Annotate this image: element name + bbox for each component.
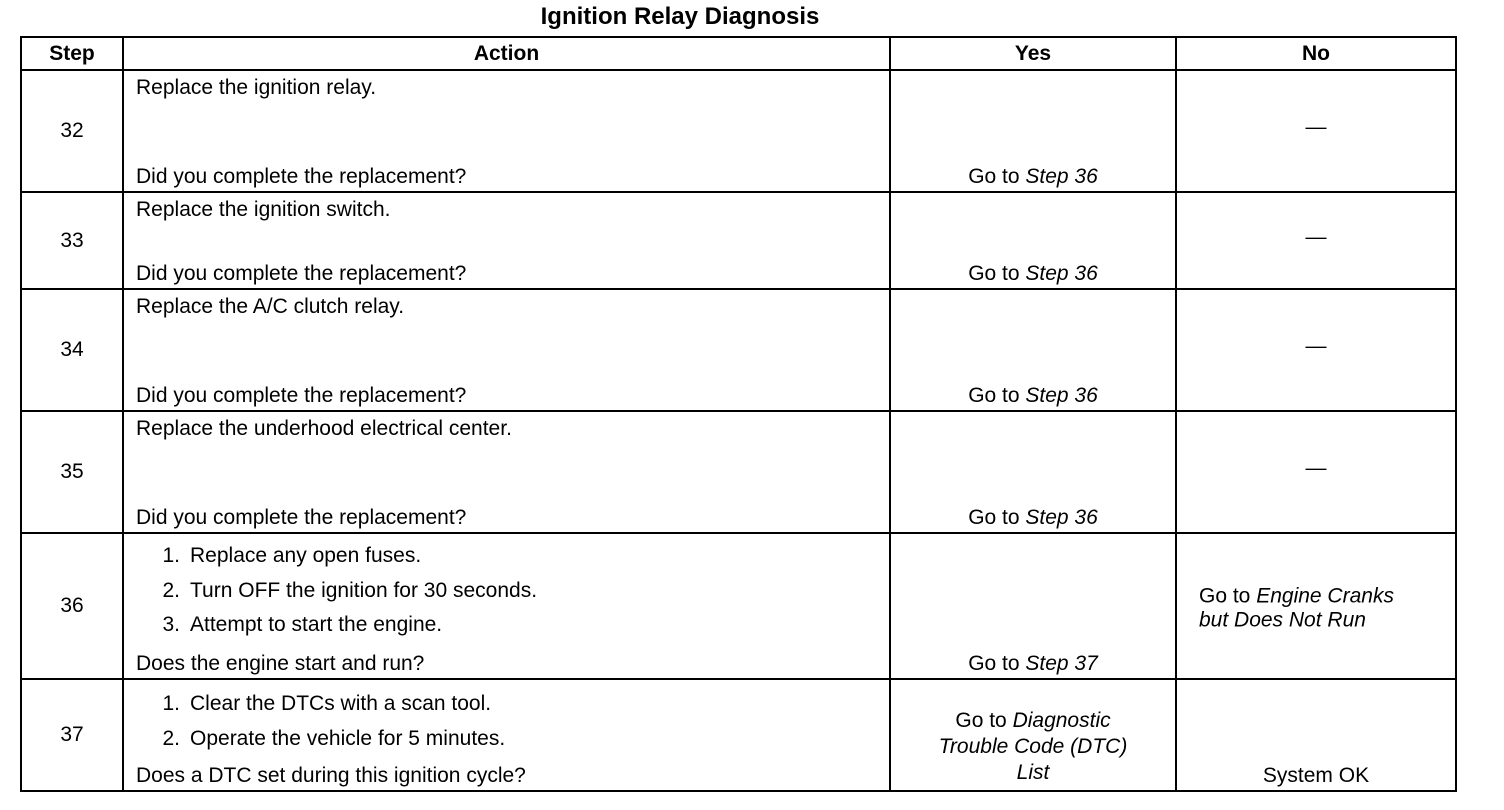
procedure-reference-link[interactable]: Engine Cranks <box>1256 584 1394 608</box>
step-number: 37 <box>60 723 84 746</box>
action-instruction: Replace the ignition relay. <box>136 76 377 99</box>
action-question: Did you complete the replacement? <box>136 384 467 407</box>
action-instruction: Replace the A/C clutch relay. <box>136 295 405 318</box>
header-action: Action <box>123 37 890 70</box>
no-result: — <box>1305 456 1327 480</box>
procedure-reference-link[interactable]: but Does Not Run <box>1199 608 1366 632</box>
header-yes: Yes <box>890 37 1176 70</box>
yes-result: Go to Step 36 <box>968 506 1098 529</box>
action-question: Did you complete the replacement? <box>136 262 467 285</box>
yes-result: Go to Step 36 <box>968 165 1098 188</box>
yes-result: Go to Step 37 <box>968 652 1098 675</box>
no-result: System OK <box>1262 764 1370 787</box>
action-question: Does a DTC set during this ignition cycle? <box>136 764 526 787</box>
action-instruction: Replace the ignition switch. <box>136 198 391 221</box>
table-row <box>21 289 1456 411</box>
procedure-reference-link[interactable]: Trouble Code (DTC) <box>938 735 1128 758</box>
no-result: — <box>1305 115 1327 139</box>
table-row <box>21 533 1456 679</box>
header-no: No <box>1176 37 1456 70</box>
diagnosis-table <box>20 36 1457 792</box>
action-question: Does the engine start and run? <box>136 652 425 675</box>
procedure-reference-link[interactable]: Diagnostic <box>1012 709 1111 732</box>
action-steps-list <box>144 544 537 648</box>
list-item: 1. Replace any open fuses. <box>162 544 422 567</box>
table-header-row <box>21 37 1456 70</box>
procedure-reference-link[interactable]: List <box>1016 761 1050 784</box>
step-number: 36 <box>60 594 84 617</box>
action-instruction: Replace the underhood electrical center. <box>136 417 512 440</box>
yes-result: Go to Step 36 <box>968 384 1098 407</box>
no-result: — <box>1305 334 1327 358</box>
table-row <box>21 192 1456 289</box>
list-item: 2. Turn OFF the ignition for 30 seconds. <box>162 578 538 602</box>
step-reference-link[interactable]: Step 36 <box>1025 262 1098 285</box>
step-number: 33 <box>60 228 84 252</box>
step-number: 34 <box>60 338 84 361</box>
page-title: Ignition Relay Diagnosis <box>540 3 820 30</box>
action-question: Did you complete the replacement? <box>136 506 467 529</box>
table-row <box>21 70 1456 192</box>
yes-result: Go to Diagnostic Trouble Code (DTC) List <box>938 709 1128 784</box>
list-item: 1. Clear the DTCs with a scan tool. <box>162 692 492 715</box>
step-reference-link[interactable]: Step 37 <box>1025 652 1098 675</box>
step-reference-link[interactable]: Step 36 <box>1025 384 1098 407</box>
list-item: 3. Attempt to start the engine. <box>162 613 443 636</box>
step-reference-link[interactable]: Step 36 <box>1025 506 1098 529</box>
table-row <box>21 411 1456 533</box>
step-number: 35 <box>60 460 84 483</box>
no-result: Go to Engine Cranks but Does Not Run <box>1199 584 1394 632</box>
action-question: Did you complete the replacement? <box>136 165 467 188</box>
step-reference-link[interactable]: Step 36 <box>1025 165 1098 188</box>
table-row <box>21 679 1456 791</box>
list-item: 2. Operate the vehicle for 5 minutes. <box>162 726 506 750</box>
step-number: 32 <box>60 119 84 142</box>
action-steps-list <box>144 692 505 761</box>
yes-result: Go to Step 36 <box>968 262 1098 285</box>
no-result: — <box>1305 224 1327 248</box>
header-step: Step <box>21 37 123 70</box>
